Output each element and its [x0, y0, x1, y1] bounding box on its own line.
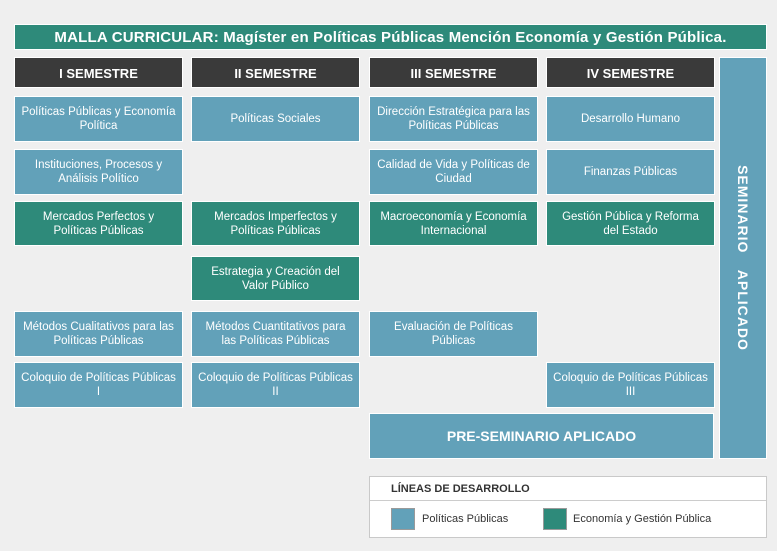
legend-label-economia: Economía y Gestión Pública — [573, 513, 712, 525]
course-box: Métodos Cualitativos para las Políticas Públicas — [14, 311, 183, 357]
course-box: Coloquio de Políticas Públicas III — [546, 362, 715, 408]
course-box: Estrategia y Creación del Valor Público — [191, 256, 360, 301]
course-box: Dirección Estratégica para las Políticas Públicas — [369, 96, 538, 142]
course-box: Políticas Públicas y Economía Política — [14, 96, 183, 142]
course-box: Coloquio de Políticas Públicas II — [191, 362, 360, 408]
legend — [369, 476, 767, 538]
course-box: Métodos Cuantitativos para las Políticas Públicas — [191, 311, 360, 357]
course-box: Mercados Imperfectos y Políticas Públicas — [191, 201, 360, 246]
legend-swatch-economia — [543, 508, 567, 530]
pre-seminario-block: PRE-SEMINARIO APLICADO — [369, 413, 714, 459]
course-box: Macroeconomía y Economía Internacional — [369, 201, 538, 246]
legend-swatch-politicas — [391, 508, 415, 530]
semester-2-header: II SEMESTRE — [191, 57, 360, 88]
course-box: Desarrollo Humano — [546, 96, 715, 142]
legend-label-politicas: Políticas Públicas — [422, 513, 509, 525]
semester-3-header: III SEMESTRE — [369, 57, 538, 88]
course-box: Mercados Perfectos y Políticas Públicas — [14, 201, 183, 246]
course-box: Coloquio de Políticas Públicas I — [14, 362, 183, 408]
course-box: Calidad de Vida y Políticas de Ciudad — [369, 149, 538, 195]
course-box: Finanzas Públicas — [546, 149, 715, 195]
course-box: Políticas Sociales — [191, 96, 360, 142]
page-title: MALLA CURRICULAR: Magíster en Políticas Públicas Mención Economía y Gestión Pública. — [14, 24, 767, 50]
course-box: Gestión Pública y Reforma del Estado — [546, 201, 715, 246]
semester-1-header: I SEMESTRE — [14, 57, 183, 88]
legend-divider — [370, 500, 766, 501]
semester-4-header: IV SEMESTRE — [546, 57, 715, 88]
course-box: Evaluación de Políticas Públicas — [369, 311, 538, 357]
course-box: Instituciones, Procesos y Análisis Político — [14, 149, 183, 195]
legend-title: LÍNEAS DE DESARROLLO — [391, 483, 530, 495]
seminario-aplicado-block — [719, 57, 767, 459]
seminario-aplicado-label: SEMINARIO APLICADO — [735, 165, 751, 351]
